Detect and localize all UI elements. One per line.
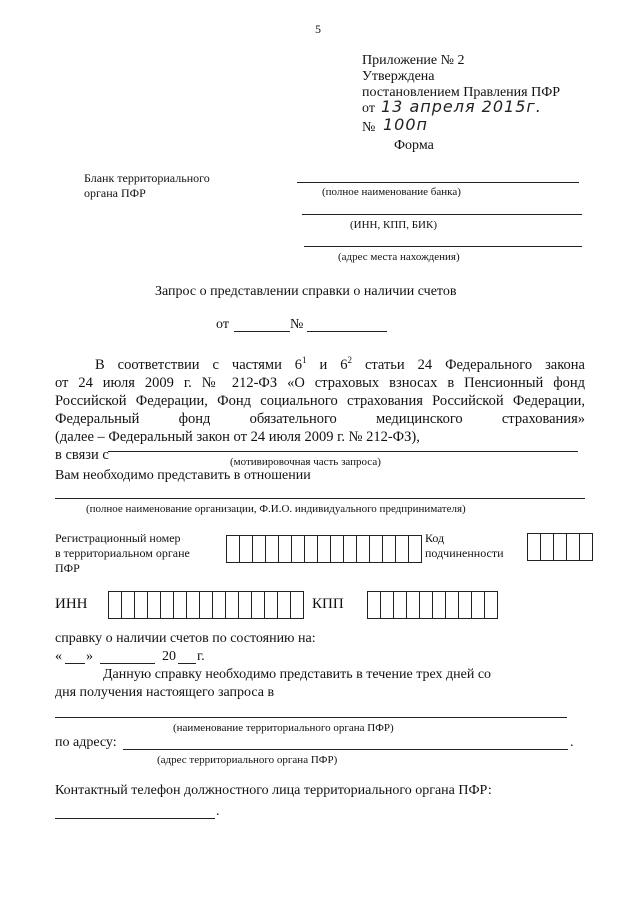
status-year-prefix: 20 xyxy=(162,649,176,664)
territorial-body-field[interactable] xyxy=(55,717,567,718)
contact-phone-field[interactable] xyxy=(55,818,215,819)
paragraph-line-2: от 24 июля 2009 г. № 212-ФЗ «О страховых взносах в Пенсионный фонд xyxy=(55,374,585,391)
legal-basis-paragraph xyxy=(55,351,585,464)
kpp-label: КПП xyxy=(312,596,344,612)
contact-period: . xyxy=(216,804,220,819)
appendix-number: Приложение № 2 xyxy=(362,53,465,68)
deadline-line-2: дня получения настоящего запроса в xyxy=(55,685,275,700)
request-number-prefix: № xyxy=(290,317,304,332)
appendix-number-prefix: № xyxy=(362,120,376,135)
bank-name-caption: (полное наименование банка) xyxy=(322,186,461,198)
paragraph-line-4: Федеральный фонд обязательного медицинского страхования» xyxy=(55,410,585,427)
bank-name-line[interactable] xyxy=(297,182,579,183)
organization-caption: (полное наименование организации, Ф.И.О. индивидуального предпринимателя) xyxy=(86,503,466,515)
appendix-number-handwritten: 100п xyxy=(383,115,428,134)
bank-ids-line[interactable] xyxy=(302,214,582,215)
resolution-label: постановлением Правления ПФР xyxy=(362,85,561,100)
territorial-body-caption: (наименование территориального органа ПФР) xyxy=(173,722,394,734)
page-number: 5 xyxy=(315,22,321,36)
request-date-field[interactable] xyxy=(234,331,290,332)
subordination-label-1: Код xyxy=(425,531,445,545)
status-date-open-quote: « xyxy=(55,649,62,664)
deadline-line-1: Данную справку необходимо представить в течение трех дней со xyxy=(103,667,492,682)
paragraph-line-3: Российской Федерации, Фонд социального страхования Российской Федерации, xyxy=(55,392,585,409)
reg-number-label-2: в территориальном органе xyxy=(55,546,190,560)
motivation-field[interactable] xyxy=(108,451,578,452)
request-number-field[interactable] xyxy=(307,331,387,332)
status-date-close-quote: » xyxy=(86,649,93,664)
kpp-boxes[interactable] xyxy=(367,591,498,619)
contact-phone-text: Контактный телефон должностного лица территориального органа ПФР: xyxy=(55,783,492,798)
letterhead-line2: органа ПФР xyxy=(84,186,146,200)
paragraph-line-5: (далее – Федеральный закон от 24 июля 2009 г. № 212-ФЗ), xyxy=(55,428,420,445)
bank-ids-caption: (ИНН, КПП, БИК) xyxy=(350,219,437,231)
appendix-date-prefix: от xyxy=(362,101,375,116)
address-label: по адресу: xyxy=(55,735,117,750)
status-year-field[interactable] xyxy=(178,663,196,664)
status-date-text: справку о наличии счетов по состоянию на: xyxy=(55,631,316,646)
address-field[interactable] xyxy=(123,749,568,750)
paragraph-line-1: В соответствии с частями $6^1$ и $6^2$ статьи 24 Федерального закона xyxy=(95,355,585,373)
status-year-suffix: г. xyxy=(197,649,205,664)
status-month-field[interactable] xyxy=(100,663,155,664)
reg-number-label-1: Регистрационный номер xyxy=(55,531,181,545)
bank-address-caption: (адрес места нахождения) xyxy=(338,251,460,263)
reg-number-label-3: ПФР xyxy=(55,561,80,575)
approved-label: Утверждена xyxy=(362,69,435,84)
organization-field[interactable] xyxy=(55,498,585,499)
inn-boxes[interactable] xyxy=(108,591,304,619)
address-caption: (адрес территориального органа ПФР) xyxy=(157,754,338,766)
subordination-label-2: подчиненности xyxy=(425,546,504,560)
form-label: Форма xyxy=(394,138,434,153)
subordination-boxes[interactable] xyxy=(527,533,593,561)
appendix-date-handwritten: 13 апреля 2015г. xyxy=(381,97,542,116)
letterhead-line1: Бланк территориального xyxy=(84,171,210,185)
provide-in-respect-text: Вам необходимо представить в отношении xyxy=(55,468,311,483)
address-period: . xyxy=(570,735,574,750)
reg-number-boxes[interactable] xyxy=(226,535,422,563)
paragraph-line-6: в связи с xyxy=(55,446,109,463)
request-date-prefix: от xyxy=(216,317,229,332)
inn-label: ИНН xyxy=(55,596,88,612)
status-day-field[interactable] xyxy=(65,663,85,664)
bank-address-line[interactable] xyxy=(304,246,582,247)
document-title: Запрос о представлении справки о наличии счетов xyxy=(155,284,457,299)
motivation-caption: (мотивировочная часть запроса) xyxy=(230,456,381,468)
